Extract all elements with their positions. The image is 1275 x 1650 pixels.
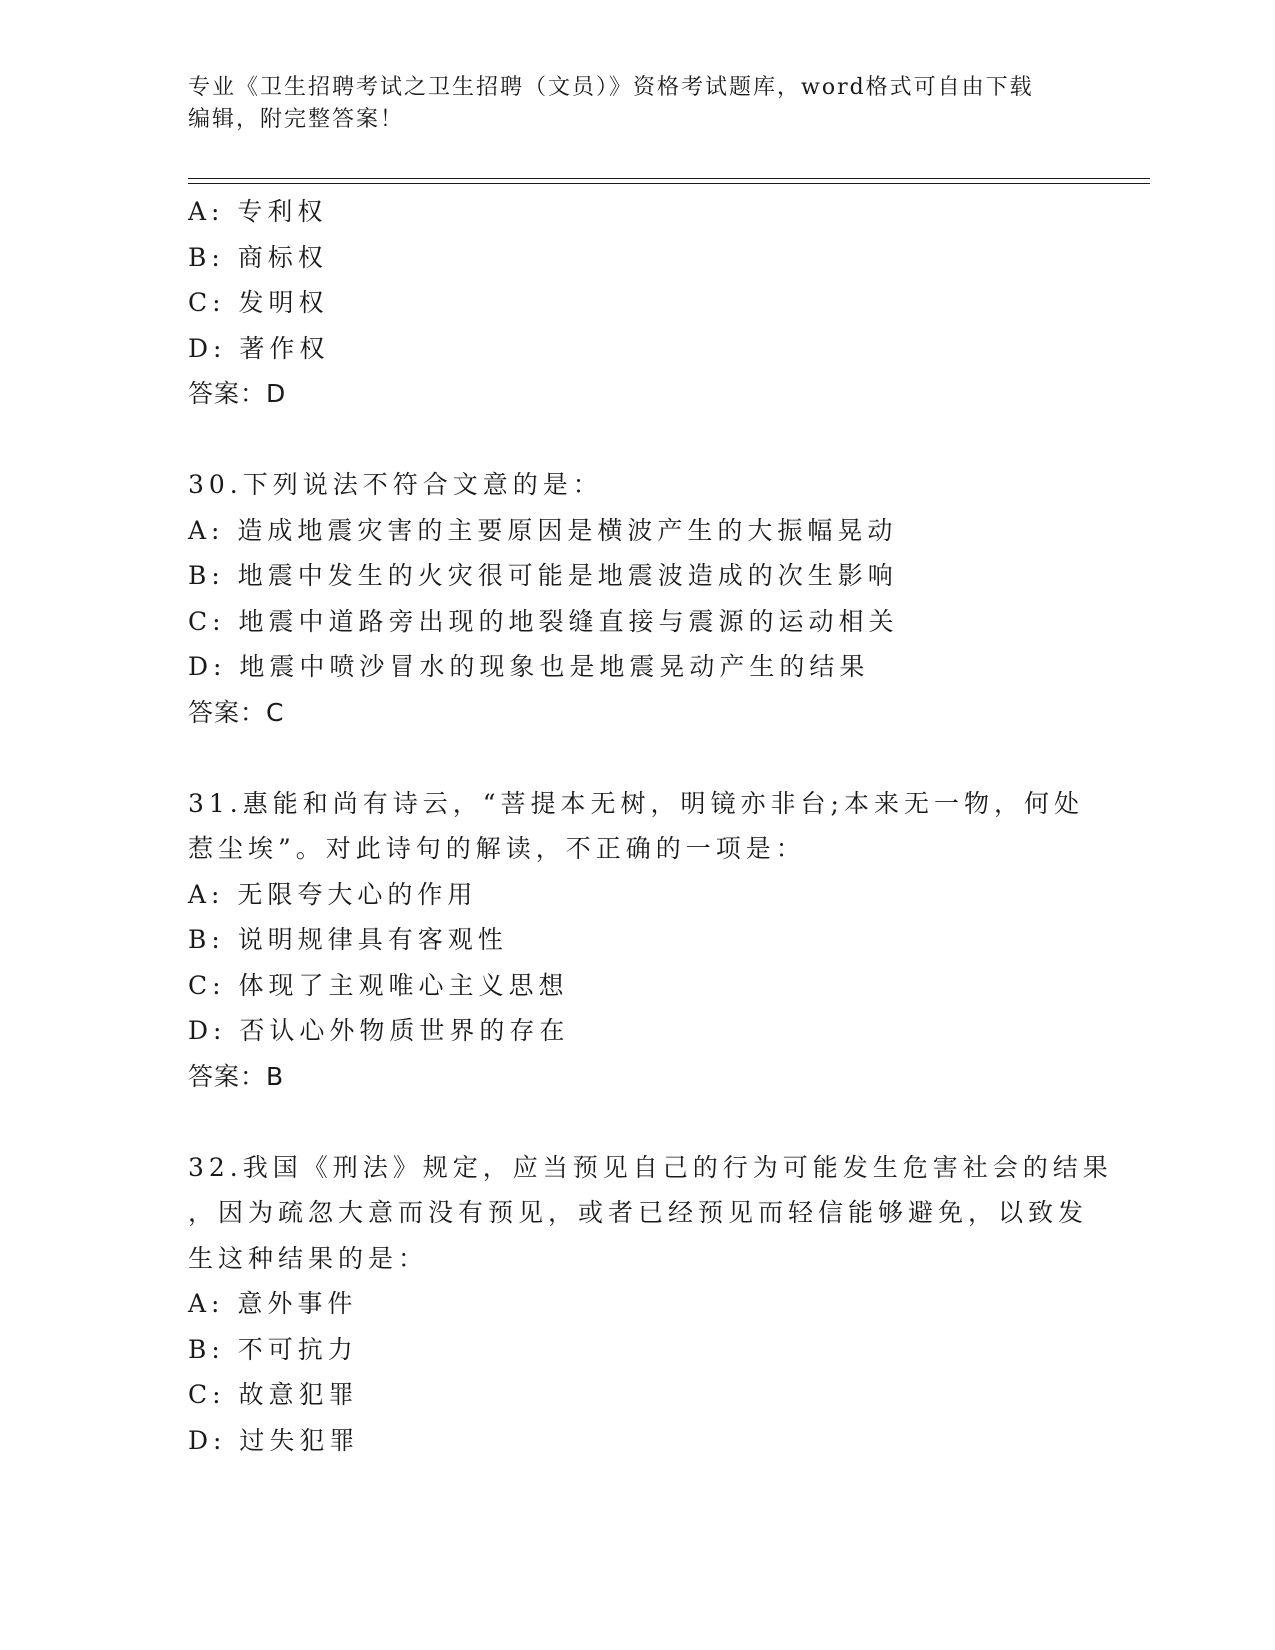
option-d: D: 地震中喷沙冒水的现象也是地震晃动产生的结果 (188, 652, 870, 681)
question-30 (188, 462, 1088, 735)
spacer (188, 735, 1088, 781)
answer: 答案：C (188, 697, 285, 727)
question-31 (188, 781, 1088, 1100)
header-divider-bottom (188, 183, 1150, 184)
spacer (188, 1099, 1088, 1145)
question-stem-line-3: 生这种结果的是： (188, 1243, 429, 1273)
option-b: B: 商标权 (188, 242, 328, 272)
header-line-1: 专业《卫生招聘考试之卫生招聘（文员）》资格考试题库，word格式可自由下载 (188, 75, 1034, 100)
question-stem-line-2: 惹尘埃”。对此诗句的解读，不正确的一项是： (188, 834, 806, 863)
option-b: B: 地震中发生的火灾很可能是地震波造成的次生影响 (188, 561, 898, 590)
question-stem: 30.下列说法不符合文意的是： (188, 470, 603, 499)
option-a: A: 专利权 (188, 197, 328, 226)
option-b: B: 说明规律具有客观性 (188, 925, 508, 954)
answer: 答案：B (188, 1061, 285, 1091)
option-b: B: 不可抗力 (188, 1334, 358, 1364)
option-c: C: 发明权 (188, 288, 329, 317)
document-header (188, 72, 1078, 136)
option-c: C: 地震中道路旁出现的地裂缝直接与震源的运动相关 (188, 606, 899, 636)
spacer (188, 417, 1088, 463)
option-d: D: 否认心外物质世界的存在 (188, 1016, 570, 1045)
option-a: A: 意外事件 (188, 1289, 358, 1318)
question-list (188, 189, 1113, 1463)
question-stem-line-2: ，因为疏忽大意而没有预见，或者已经预见而轻信能够避免，以致发 (188, 1198, 1089, 1227)
option-c: C: 体现了主观唯心主义思想 (188, 970, 569, 1000)
option-a: A: 造成地震灾害的主要原因是横波产生的大振幅晃动 (188, 515, 898, 545)
question-29 (188, 189, 1088, 417)
question-stem-line-1: 32.我国《刑法》规定，应当预见自己的行为可能发生危害社会的结果 (188, 1152, 1113, 1182)
answer: 答案：D (188, 379, 287, 408)
option-d: D: 著作权 (188, 333, 330, 363)
option-d: D: 过失犯罪 (188, 1425, 360, 1455)
header-divider-top (188, 178, 1150, 179)
option-a: A: 无限夸大心的作用 (188, 879, 478, 909)
header-line-2: 编辑，附完整答案！ (188, 107, 405, 132)
question-stem-line-1: 31.惠能和尚有诗云，“菩提本无树，明镜亦非台;本来无一物，何处 (188, 788, 1084, 818)
question-32 (188, 1145, 1113, 1464)
option-c: C: 故意犯罪 (188, 1380, 359, 1409)
